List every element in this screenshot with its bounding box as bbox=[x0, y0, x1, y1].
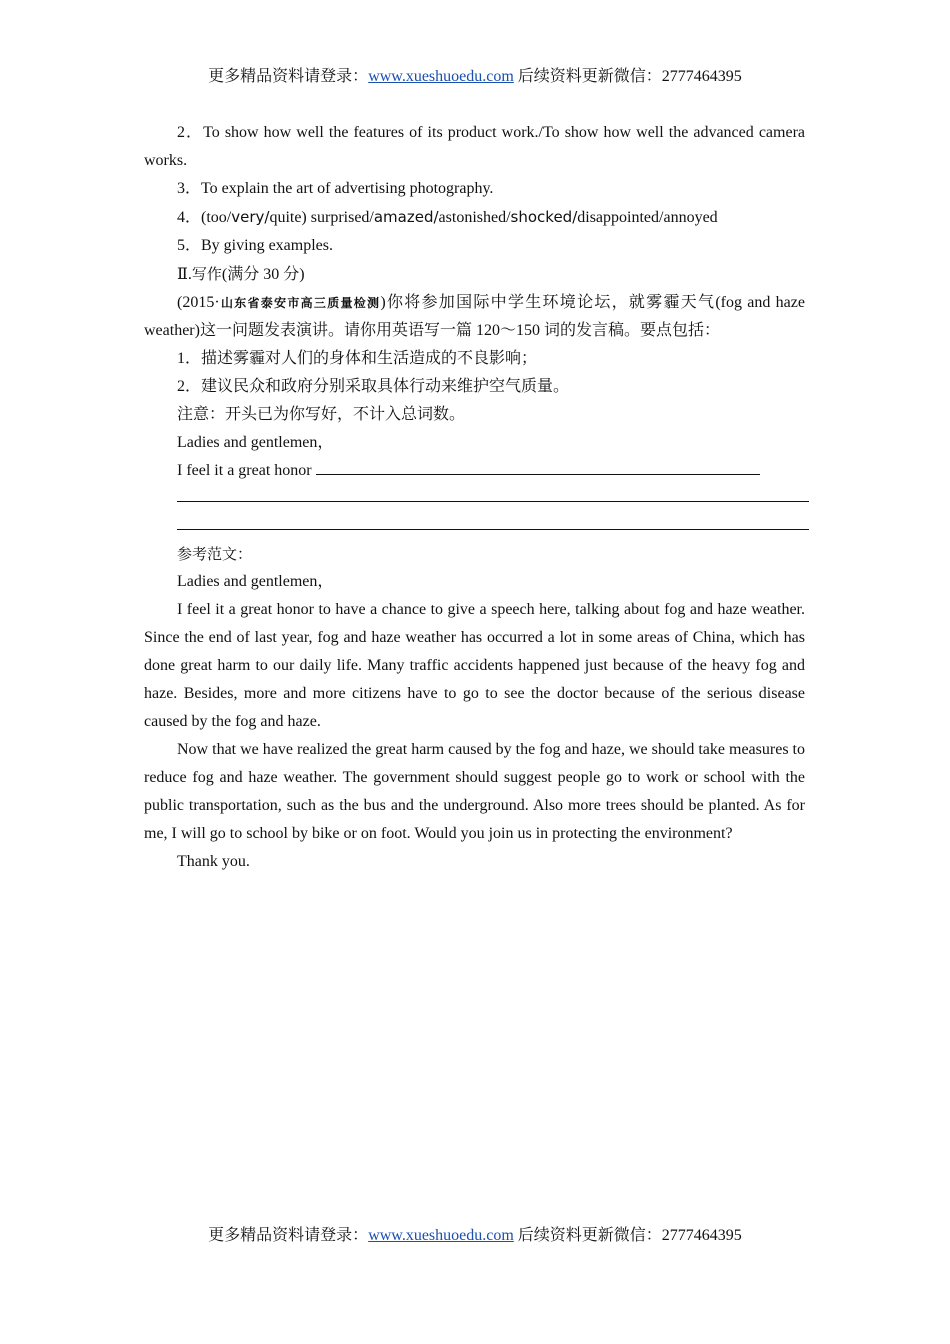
answer-5: 5．By giving examples. bbox=[177, 237, 333, 254]
sample-greeting: Ladies and gentlemen， bbox=[177, 573, 334, 590]
sample-paragraph-1: I feel it a great honor to have a chance to give a speech here, talking about fog and haze weather. Since the end of last year, fog and haze weather has occurred a lot in some areas of China, which has done great harm to our daily life. Many traffic accidents happened just because of the heavy fog and haze. Besides, more and more citizens have to go to see the doctor because of the serious disease caused by the fog and haze. bbox=[144, 601, 805, 730]
answer-2: 2．To show how well the features of its product work./To show how well the advanced camera works. bbox=[144, 124, 805, 169]
sample-closing: Thank you. bbox=[177, 853, 250, 870]
writing-note: 注意：开头已为你写好，不计入总词数。 bbox=[177, 406, 466, 423]
header-suffix: 后续资料更新微信：2777464395 bbox=[513, 68, 742, 85]
page-header bbox=[0, 66, 950, 88]
writing-starter: I feel it a great honor bbox=[144, 457, 805, 485]
answer-blank[interactable] bbox=[316, 460, 760, 475]
writing-point-2: 2．建议民众和政府分别采取具体行动来维护空气质量。 bbox=[177, 378, 570, 395]
answer-3: 3．To explain the art of advertising photography. bbox=[177, 180, 494, 197]
document-body bbox=[144, 119, 805, 876]
answer-4: 4．(too/very/quite) surprised/amazed/astonished/shocked/disappointed/annoyed bbox=[177, 208, 718, 226]
writing-point-1: 1．描述雾霾对人们的身体和生活造成的不良影响； bbox=[177, 350, 538, 367]
writing-greeting: Ladies and gentlemen， bbox=[177, 434, 334, 451]
footer-prefix: 更多精品资料请登录： bbox=[208, 1227, 369, 1244]
writing-heading: Ⅱ.写作(满分 30 分) bbox=[177, 265, 305, 283]
footer-link[interactable]: www.xueshuoedu.com bbox=[368, 1227, 514, 1244]
header-prefix: 更多精品资料请登录： bbox=[208, 68, 369, 85]
answer-line[interactable] bbox=[144, 513, 805, 541]
footer-suffix: 后续资料更新微信：2777464395 bbox=[513, 1227, 742, 1244]
sample-paragraph-2: Now that we have realized the great harm caused by the fog and haze, we should take measures to reduce fog and haze weather. The government should suggest people go to work or school with the public transportation, such as the bus and the underground. Also more trees should be planted. As for me, I will go to school by bike or on foot. Would you join us in protecting the environment? bbox=[144, 741, 805, 842]
writing-prompt: (2015·山东省泰安市高三质量检测)你将参加国际中学生环境论坛，就雾霾天气(fog and haze weather)这一问题发表演讲。请你用英语写一篇 120～150 词的发言稿。要点包括： bbox=[144, 294, 805, 339]
header-link[interactable]: www.xueshuoedu.com bbox=[368, 68, 514, 85]
page-footer bbox=[0, 1225, 950, 1247]
sample-label: 参考范文： bbox=[177, 545, 253, 563]
answer-line[interactable] bbox=[144, 485, 805, 513]
